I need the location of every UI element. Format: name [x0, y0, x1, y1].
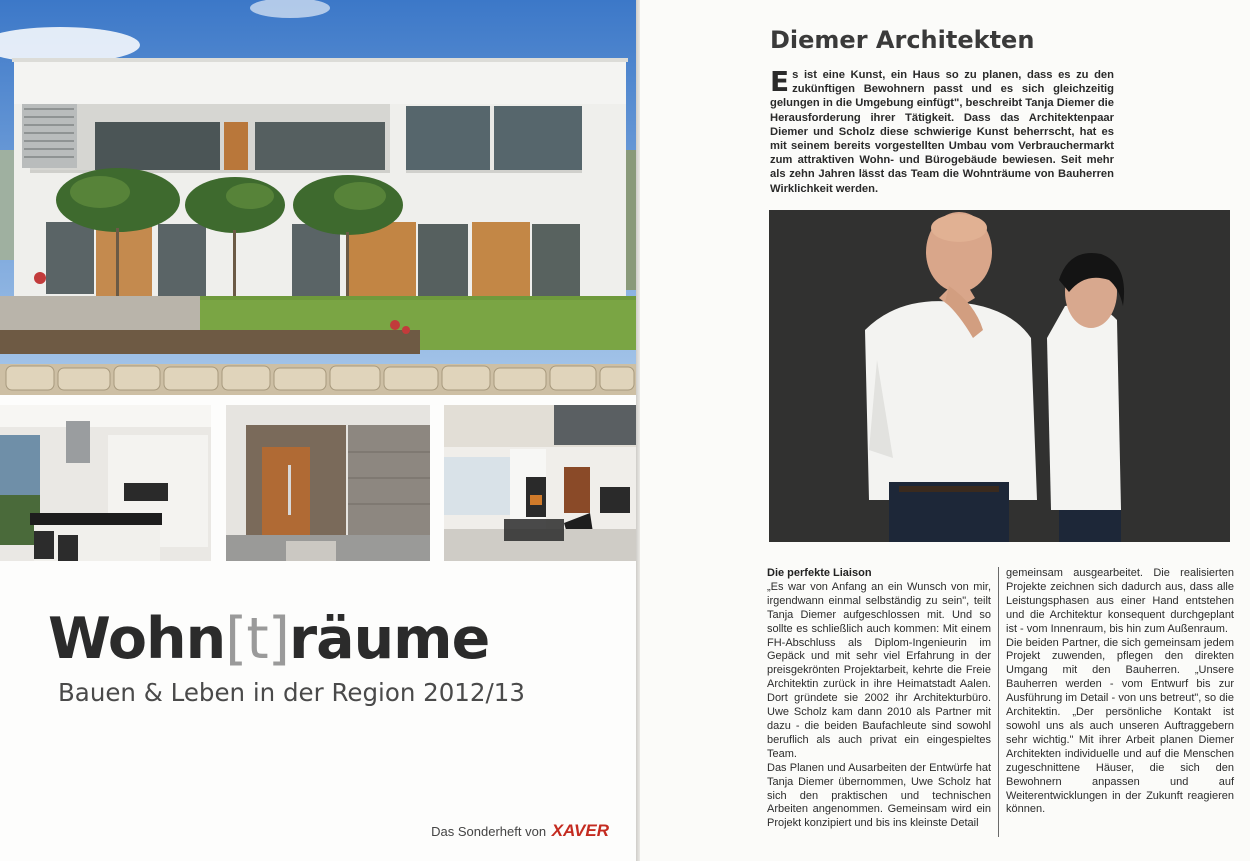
living-room-photo	[444, 405, 637, 561]
column1-paragraph-1: „Es war von Anfang an ein Wunsch von mir, irgendwann einmal selbständig zu sein", teilt Tanja Diemer aufgeschlossen mit. Und so sollte es schließlich auch kommen: Mit einem FH-Abschluss als Diplom-Ingenieurin im Gepäck und mit sehr viel Erfahrung in der preisgekrönten Projektarbeit, kehrte die Freie Architektin zurück in ihre Heimatstadt Aalen. Dort gründete sie 2002 ihr Architekturbüro. Uwe Scholz kam dann 2010 als Partner mit dazu - die beiden Baufachleute sind sowohl beruflich als auch privat ein eingespieltes Team.	[767, 580, 991, 760]
xaver-brand-logo: XAVER	[551, 821, 609, 840]
magazine-title	[48, 604, 489, 674]
intro-text: s ist eine Kunst, ein Haus so zu planen, dass es zu den zukünftigen Bewohnern passt und es sich gleichzeitig gelungen in die Umgebung einfügt", beschreibt Tanja Diemer die Herausforderung ihrer Tätigkeit. Dass das Architektenpaar Diemer und Scholz diese schwierige Kunst beherrscht, hat es mit seinem bereits vorgestellten Umbau vom Verbrauchermarkt zum attraktiven Wohn- und Bürogebäude bewiesen. Seit mehr als zehn Jahren lässt das Team die Wohnträume von Bauherren Wirklichkeit werden.	[770, 69, 1114, 195]
article-intro	[770, 65, 1114, 196]
house-exterior-photo	[0, 0, 637, 395]
magazine-subtitle: Bauen & Leben in der Region 2012/13	[58, 678, 525, 707]
title-part-wohn: Wohn	[48, 606, 226, 672]
column-divider	[998, 567, 999, 837]
article-column-1	[767, 567, 991, 831]
right-page	[640, 0, 1250, 861]
sonderheft-line	[431, 821, 609, 841]
section-subhead: Die perfekte Liaison	[767, 567, 872, 579]
title-bracket-close: ]	[267, 606, 290, 672]
intro-dropcap: E	[770, 65, 790, 98]
column1-paragraph-2: Das Planen und Ausarbeiten der Entwürfe hat Tanja Diemer übernommen, Uwe Scholz hat sich den praktischen und technischen Arbeiten angenommen. Gemeinsam wird ein Projekt konzipiert und bis ins kleinste Detail	[767, 761, 991, 830]
entrance-door-photo	[226, 405, 430, 561]
sonderheft-text: Das Sonderheft von	[431, 824, 547, 839]
title-bracket-open: [	[225, 606, 247, 672]
article-heading: Diemer Architekten	[770, 26, 1035, 54]
title-part-raeume: räume	[289, 606, 490, 672]
architects-portrait-photo	[769, 210, 1230, 542]
column2-paragraph-1: gemeinsam ausgearbeitet. Die realisierten Projekte zeichnen sich dadurch aus, dass alle Leistungsphasen aus einer Hand entstehen und die Architektur konsequent durchgeplant ist - vom Innenraum, bis hin zum Außenraum.	[1006, 567, 1234, 635]
article-column-2	[1006, 567, 1234, 817]
kitchen-photo	[0, 405, 211, 561]
column2-paragraph-2: Die beiden Partner, die sich gemeinsam jedem Projekt zuwenden, pflegen den direkten Umgang mit den Bauherren. „Unsere Bauherren werden - vom Entwurf bis zur Ausführung im Detail - von uns betreut", so die Architektin. „Der persönliche Kontakt ist sowohl uns als auch unseren Auftraggebern sehr wichtig." Mit ihrer Arbeit planen Diemer Architekten individuelle und auf die Menschen zugeschnittene Häuser, die sich den Bewohnern anpassen und auf Weiterentwicklungen in der Zukunft reagieren können.	[1006, 636, 1234, 816]
title-letter-t: t	[246, 606, 268, 672]
